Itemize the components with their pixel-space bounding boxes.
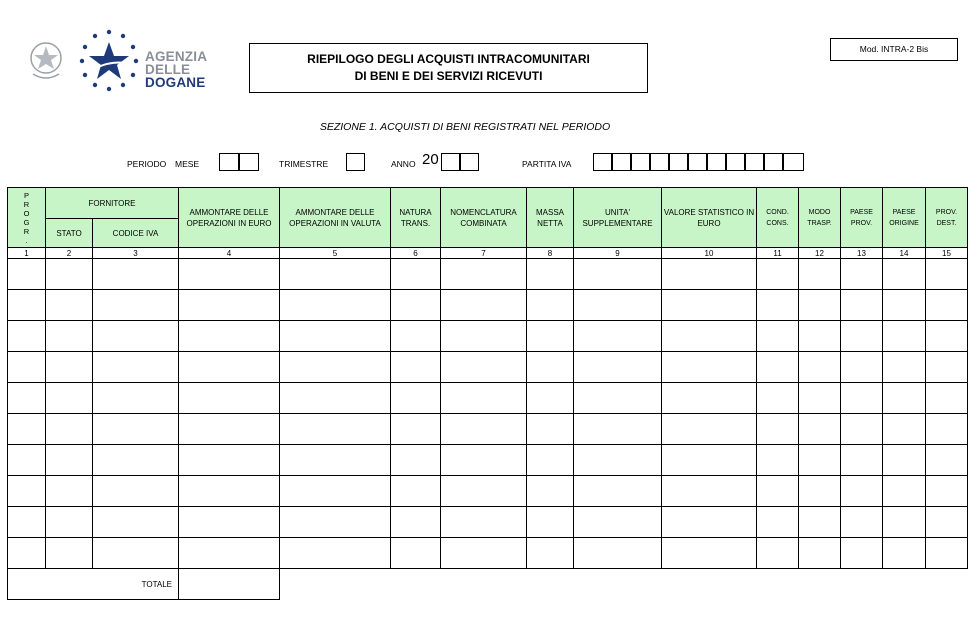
table-cell[interactable] xyxy=(574,538,662,569)
table-cell[interactable] xyxy=(574,476,662,507)
totale-spacer xyxy=(280,569,968,600)
table-cell[interactable] xyxy=(883,507,926,538)
table-cell[interactable] xyxy=(757,259,799,290)
col-number: 8 xyxy=(527,248,574,259)
table-cell[interactable] xyxy=(46,383,93,414)
table-cell[interactable] xyxy=(757,321,799,352)
table-cell[interactable] xyxy=(46,414,93,445)
table-cell[interactable] xyxy=(93,321,179,352)
piva-box-10[interactable] xyxy=(764,153,783,171)
table-cell[interactable] xyxy=(926,321,968,352)
table-cell[interactable] xyxy=(46,538,93,569)
table-cell[interactable] xyxy=(527,445,574,476)
table-cell[interactable] xyxy=(93,383,179,414)
table-cell[interactable] xyxy=(841,321,883,352)
acquisti-table xyxy=(7,187,968,600)
table-row xyxy=(8,259,968,290)
trimestre-label: TRIMESTRE xyxy=(279,159,329,169)
table-cell[interactable] xyxy=(574,414,662,445)
table-cell[interactable] xyxy=(93,414,179,445)
table-cell[interactable] xyxy=(391,352,441,383)
mese-box-1[interactable] xyxy=(219,153,239,171)
table-cell[interactable] xyxy=(179,352,280,383)
piva-box-4[interactable] xyxy=(650,153,669,171)
col-number: 6 xyxy=(391,248,441,259)
table-cell[interactable] xyxy=(8,383,46,414)
table-cell[interactable] xyxy=(926,538,968,569)
progr-text: P R O G R. xyxy=(23,190,30,245)
table-cell[interactable] xyxy=(799,445,841,476)
form-title-line-1: RIEPILOGO DEGLI ACQUISTI INTRACOMUNITARI xyxy=(307,52,590,66)
table-cell[interactable] xyxy=(757,445,799,476)
ammontare-valuta-header: AMMONTARE DELLE OPERAZIONI IN VALUTA xyxy=(280,188,391,248)
table-cell[interactable] xyxy=(574,352,662,383)
table-cell[interactable] xyxy=(179,383,280,414)
table-cell[interactable] xyxy=(662,383,757,414)
table-cell[interactable] xyxy=(93,290,179,321)
table-cell[interactable] xyxy=(574,290,662,321)
agenzia-logo-text xyxy=(145,50,207,89)
valore-header: VALORE STATISTICO IN EURO xyxy=(662,188,757,248)
table-cell[interactable] xyxy=(280,538,391,569)
table-cell[interactable] xyxy=(926,259,968,290)
logo-line-2: DELLE xyxy=(145,62,191,77)
table-cell[interactable] xyxy=(527,321,574,352)
table-cell[interactable] xyxy=(527,290,574,321)
table-cell[interactable] xyxy=(662,321,757,352)
table-row xyxy=(8,321,968,352)
logo-line-3: DOGANE xyxy=(145,75,206,90)
col-number: 5 xyxy=(280,248,391,259)
paese-origine-header: PAESE ORIGINE xyxy=(883,188,926,248)
col-number: 10 xyxy=(662,248,757,259)
col-number: 15 xyxy=(926,248,968,259)
stato-header: STATO xyxy=(46,219,93,248)
anno-box-2[interactable] xyxy=(460,153,479,171)
table-cell[interactable] xyxy=(757,290,799,321)
col-number: 12 xyxy=(799,248,841,259)
table-cell[interactable] xyxy=(883,414,926,445)
table-cell[interactable] xyxy=(841,445,883,476)
table-cell[interactable] xyxy=(280,321,391,352)
col-number: 4 xyxy=(179,248,280,259)
table-cell[interactable] xyxy=(8,352,46,383)
agenzia-logo-icon xyxy=(76,28,142,92)
table-cell[interactable] xyxy=(391,507,441,538)
table-cell[interactable] xyxy=(391,476,441,507)
table-cell[interactable] xyxy=(46,321,93,352)
table-cell[interactable] xyxy=(883,476,926,507)
table-cell[interactable] xyxy=(841,507,883,538)
ammontare-euro-header: AMMONTARE DELLE OPERAZIONI IN EURO xyxy=(179,188,280,248)
table-cell[interactable] xyxy=(841,352,883,383)
table-cell[interactable] xyxy=(527,259,574,290)
table-cell[interactable] xyxy=(93,476,179,507)
table-cell[interactable] xyxy=(93,538,179,569)
table-cell[interactable] xyxy=(46,507,93,538)
table-cell[interactable] xyxy=(841,383,883,414)
table-cell[interactable] xyxy=(799,259,841,290)
table-cell[interactable] xyxy=(883,259,926,290)
table-row xyxy=(8,445,968,476)
table-cell[interactable] xyxy=(8,321,46,352)
table-cell[interactable] xyxy=(179,507,280,538)
table-row xyxy=(8,414,968,445)
col-number: 13 xyxy=(841,248,883,259)
table-cell[interactable] xyxy=(441,321,527,352)
table-cell[interactable] xyxy=(662,259,757,290)
periodo-label: PERIODO xyxy=(127,159,167,169)
table-cell[interactable] xyxy=(799,507,841,538)
table-cell[interactable] xyxy=(883,321,926,352)
table-cell[interactable] xyxy=(799,321,841,352)
table-cell[interactable] xyxy=(46,476,93,507)
table-cell[interactable] xyxy=(391,321,441,352)
table-cell[interactable] xyxy=(841,259,883,290)
table-cell[interactable] xyxy=(799,352,841,383)
table-cell[interactable] xyxy=(662,507,757,538)
anno-label: ANNO xyxy=(391,159,416,169)
table-row xyxy=(8,383,968,414)
table-cell[interactable] xyxy=(926,507,968,538)
table-cell[interactable] xyxy=(574,259,662,290)
piva-box-1[interactable] xyxy=(593,153,612,171)
prov-dest-header: PROV. DEST. xyxy=(926,188,968,248)
table-cell[interactable] xyxy=(280,290,391,321)
model-code-box: Mod. INTRA-2 Bis xyxy=(830,38,958,61)
table-cell[interactable] xyxy=(280,476,391,507)
table-cell[interactable] xyxy=(662,414,757,445)
table-cell[interactable] xyxy=(179,414,280,445)
table-cell[interactable] xyxy=(46,290,93,321)
piva-box-11[interactable] xyxy=(783,153,804,171)
table-cell[interactable] xyxy=(574,507,662,538)
table-cell[interactable] xyxy=(926,383,968,414)
progr-header xyxy=(8,188,46,248)
piva-box-8[interactable] xyxy=(726,153,745,171)
table-cell[interactable] xyxy=(179,538,280,569)
col-number: 7 xyxy=(441,248,527,259)
table-cell[interactable] xyxy=(179,445,280,476)
col-number: 11 xyxy=(757,248,799,259)
piva-box-5[interactable] xyxy=(669,153,688,171)
table-cell[interactable] xyxy=(841,414,883,445)
cond-header: COND. CONS. xyxy=(757,188,799,248)
republic-emblem-icon xyxy=(28,38,64,82)
codice-iva-header: CODICE IVA xyxy=(93,219,179,248)
table-cell[interactable] xyxy=(8,476,46,507)
table-cell[interactable] xyxy=(527,383,574,414)
table-cell[interactable] xyxy=(46,445,93,476)
table-cell[interactable] xyxy=(93,352,179,383)
table-cell[interactable] xyxy=(8,414,46,445)
table-cell[interactable] xyxy=(527,507,574,538)
table-cell[interactable] xyxy=(391,290,441,321)
unita-header: UNITA' SUPPLEMENTARE xyxy=(574,188,662,248)
piva-box-9[interactable] xyxy=(745,153,764,171)
table-cell[interactable] xyxy=(441,352,527,383)
col-number: 14 xyxy=(883,248,926,259)
table-cell[interactable] xyxy=(441,476,527,507)
mese-label: MESE xyxy=(175,159,200,169)
mese-box-2[interactable] xyxy=(239,153,259,171)
table-cell[interactable] xyxy=(926,352,968,383)
table-cell[interactable] xyxy=(527,538,574,569)
table-cell[interactable] xyxy=(926,414,968,445)
table-cell[interactable] xyxy=(662,445,757,476)
col-number: 3 xyxy=(93,248,179,259)
table-cell[interactable] xyxy=(883,290,926,321)
piva-box-2[interactable] xyxy=(612,153,631,171)
table-row xyxy=(8,507,968,538)
table-cell[interactable] xyxy=(280,352,391,383)
table-cell[interactable] xyxy=(391,383,441,414)
table-cell[interactable] xyxy=(662,538,757,569)
table-cell[interactable] xyxy=(883,445,926,476)
table-cell[interactable] xyxy=(574,321,662,352)
form-title-box xyxy=(249,43,648,93)
table-cell[interactable] xyxy=(8,290,46,321)
table-cell[interactable] xyxy=(391,414,441,445)
table-cell[interactable] xyxy=(8,538,46,569)
section-title: SEZIONE 1. ACQUISTI DI BENI REGISTRATI NEL PERIODO xyxy=(319,121,611,133)
massa-header: MASSA NETTA xyxy=(527,188,574,248)
logo-line-1: AGENZIA xyxy=(145,49,208,64)
table-cell[interactable] xyxy=(441,507,527,538)
table-cell[interactable] xyxy=(441,414,527,445)
table-cell[interactable] xyxy=(441,259,527,290)
trimestre-box[interactable] xyxy=(346,153,365,171)
table-cell[interactable] xyxy=(179,476,280,507)
table-cell[interactable] xyxy=(46,352,93,383)
table-cell[interactable] xyxy=(441,290,527,321)
table-cell[interactable] xyxy=(799,538,841,569)
table-row xyxy=(8,290,968,321)
table-cell[interactable] xyxy=(280,383,391,414)
table-cell[interactable] xyxy=(93,445,179,476)
table-cell[interactable] xyxy=(757,352,799,383)
table-cell[interactable] xyxy=(574,383,662,414)
natura-header: NATURA TRANS. xyxy=(391,188,441,248)
col-number: 1 xyxy=(8,248,46,259)
table-cell[interactable] xyxy=(926,476,968,507)
table-cell[interactable] xyxy=(8,259,46,290)
table-cell[interactable] xyxy=(662,290,757,321)
piva-box-6[interactable] xyxy=(688,153,707,171)
partita-iva-label: PARTITA IVA xyxy=(522,159,572,169)
table-cell[interactable] xyxy=(391,259,441,290)
table-cell[interactable] xyxy=(799,414,841,445)
table-cell[interactable] xyxy=(280,414,391,445)
table-row xyxy=(8,352,968,383)
table-cell[interactable] xyxy=(799,290,841,321)
table-cell[interactable] xyxy=(179,321,280,352)
table-cell[interactable] xyxy=(662,352,757,383)
totale-cell[interactable] xyxy=(179,569,280,600)
table-cell[interactable] xyxy=(799,476,841,507)
table-cell[interactable] xyxy=(280,445,391,476)
piva-box-7[interactable] xyxy=(707,153,726,171)
table-cell[interactable] xyxy=(8,507,46,538)
table-cell[interactable] xyxy=(46,259,93,290)
anno-box-1[interactable] xyxy=(441,153,460,171)
col-number: 2 xyxy=(46,248,93,259)
table-cell[interactable] xyxy=(93,259,179,290)
table-cell[interactable] xyxy=(280,507,391,538)
table-cell[interactable] xyxy=(527,414,574,445)
col-number: 9 xyxy=(574,248,662,259)
modo-header: MODO TRASP. xyxy=(799,188,841,248)
table-cell[interactable] xyxy=(391,538,441,569)
table-cell[interactable] xyxy=(574,445,662,476)
form-title-line-2: DI BENI E DEI SERVIZI RICEVUTI xyxy=(354,69,543,83)
table-cell[interactable] xyxy=(926,290,968,321)
table-cell[interactable] xyxy=(93,507,179,538)
table-cell[interactable] xyxy=(883,383,926,414)
table-cell[interactable] xyxy=(527,352,574,383)
table-cell[interactable] xyxy=(179,290,280,321)
table-cell[interactable] xyxy=(662,476,757,507)
fornitore-header: FORNITORE xyxy=(46,188,179,219)
anno-prefix: 20 xyxy=(422,151,439,168)
totale-label: TOTALE xyxy=(8,569,179,600)
table-cell[interactable] xyxy=(179,259,280,290)
table-cell[interactable] xyxy=(799,383,841,414)
piva-box-3[interactable] xyxy=(631,153,650,171)
table-cell[interactable] xyxy=(280,259,391,290)
table-cell[interactable] xyxy=(757,383,799,414)
table-cell[interactable] xyxy=(883,538,926,569)
table-cell[interactable] xyxy=(841,476,883,507)
table-cell[interactable] xyxy=(757,476,799,507)
table-cell[interactable] xyxy=(391,445,441,476)
table-cell[interactable] xyxy=(757,414,799,445)
table-cell[interactable] xyxy=(926,445,968,476)
table-cell[interactable] xyxy=(841,538,883,569)
table-cell[interactable] xyxy=(8,445,46,476)
table-cell[interactable] xyxy=(441,445,527,476)
table-cell[interactable] xyxy=(441,383,527,414)
table-cell[interactable] xyxy=(757,507,799,538)
table-row xyxy=(8,538,968,569)
table-cell[interactable] xyxy=(527,476,574,507)
table-cell[interactable] xyxy=(757,538,799,569)
table-row xyxy=(8,476,968,507)
paese-prov-header: PAESE PROV. xyxy=(841,188,883,248)
table-cell[interactable] xyxy=(841,290,883,321)
table-cell[interactable] xyxy=(883,352,926,383)
nomenclatura-header: NOMENCLATURA COMBINATA xyxy=(441,188,527,248)
table-cell[interactable] xyxy=(441,538,527,569)
